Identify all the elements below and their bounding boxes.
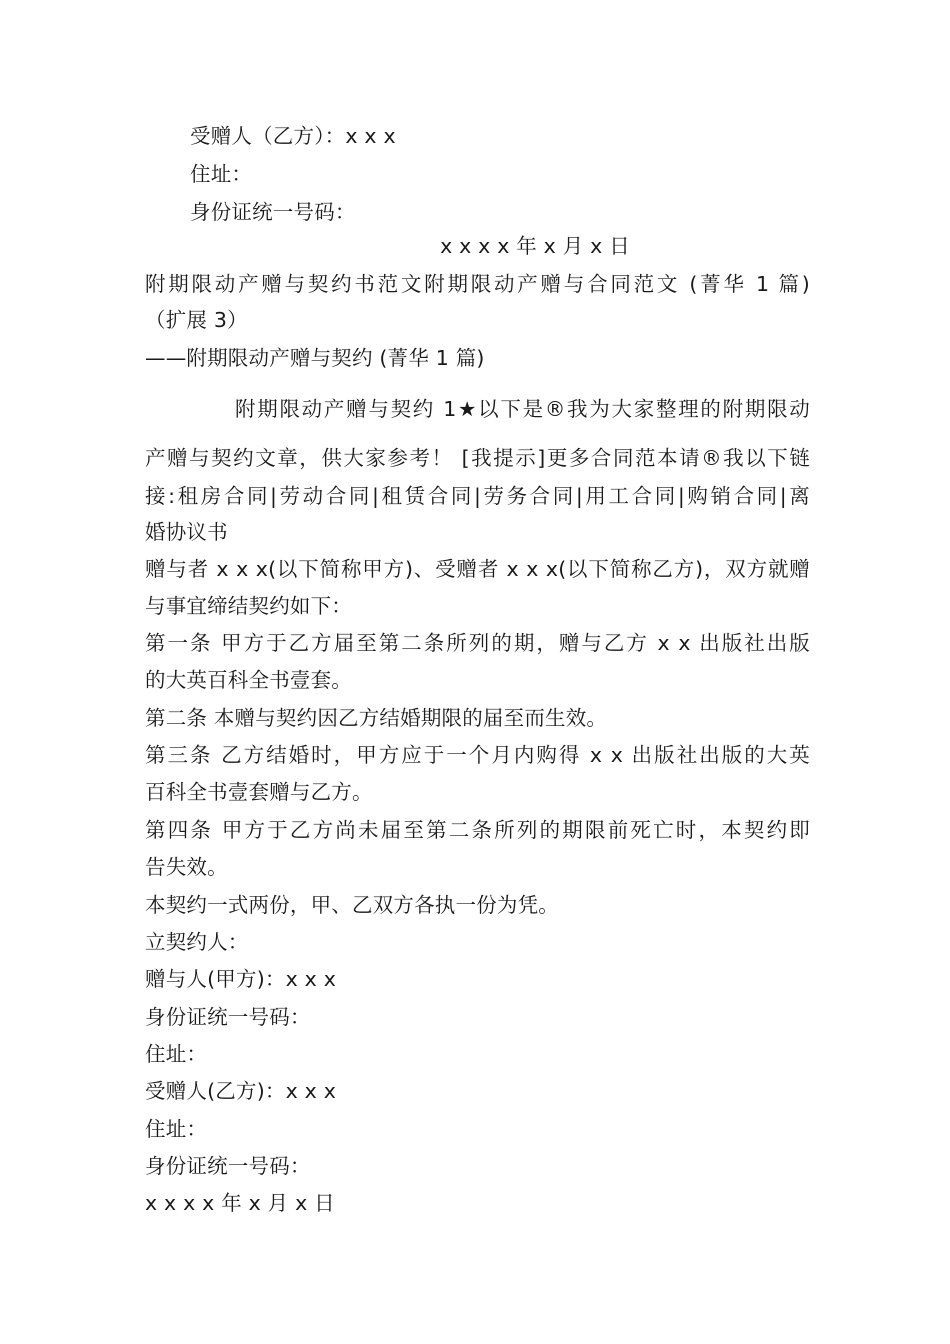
heading-line-1: 附期限动产赠与契约书范文附期限动产赠与合同范文 (菁华 1 篇) xyxy=(145,272,810,296)
intro-line-4: 婚协议书 xyxy=(145,520,228,544)
donor-id-number: 身份证统一号码： xyxy=(145,1005,311,1029)
top-date: x x x x 年 x 月 x 日 xyxy=(440,234,630,258)
top-recipient: 受赠人（乙方）：x x x xyxy=(190,124,396,148)
heading-line-2: （扩展 3） xyxy=(145,308,248,332)
top-address: 住址： xyxy=(190,162,253,186)
parties-line-2: 与事宜缔结契约如下： xyxy=(145,594,352,618)
article-3-line-1: 第三条 乙方结婚时，甲方应于一个月内购得 x x 出版社出版的大英 xyxy=(145,743,810,767)
top-id-number: 身份证统一号码： xyxy=(190,200,356,224)
intro-line-1: 附期限动产赠与契约 1★以下是®我为大家整理的附期限动 xyxy=(235,397,810,421)
heading-line-3: ——附期限动产赠与契约 (菁华 1 篇) xyxy=(145,346,485,370)
article-2: 第二条 本赠与契约因乙方结婚期限的届至而生效。 xyxy=(145,706,608,730)
parties-line-1: 赠与者 x x x(以下简称甲方)、受赠者 x x x(以下简称乙方)，双方就赠 xyxy=(145,557,810,581)
copies-clause: 本契约一式两份，甲、乙双方各执一份为凭。 xyxy=(145,893,559,917)
article-4-line-1: 第四条 甲方于乙方尚未届至第二条所列的期限前死亡时，本契约即 xyxy=(145,818,810,842)
signatures-title: 立契约人： xyxy=(145,930,249,954)
article-3-line-2: 百科全书壹套赠与乙方。 xyxy=(145,780,373,804)
article-1-line-1: 第一条 甲方于乙方届至第二条所列的期，赠与乙方 x x 出版社出版 xyxy=(145,631,810,655)
recipient-address: 住址： xyxy=(145,1117,208,1141)
article-4-line-2: 告失效。 xyxy=(145,855,228,879)
donor-signature: 赠与人(甲方)：x x x xyxy=(145,967,337,991)
donor-address: 住址： xyxy=(145,1042,208,1066)
intro-line-3: 接:租房合同|劳动合同|租赁合同|劳务合同|用工合同|购销合同|离 xyxy=(145,484,810,508)
intro-line-2: 产赠与契约文章，供大家参考！ [我提示]更多合同范本请®我以下链 xyxy=(145,446,810,470)
recipient-signature: 受赠人(乙方)：x x x xyxy=(145,1079,337,1103)
signature-date: x x x x 年 x 月 x 日 xyxy=(145,1191,335,1215)
article-1-line-2: 的大英百科全书壹套。 xyxy=(145,668,352,692)
recipient-id-number: 身份证统一号码： xyxy=(145,1154,311,1178)
